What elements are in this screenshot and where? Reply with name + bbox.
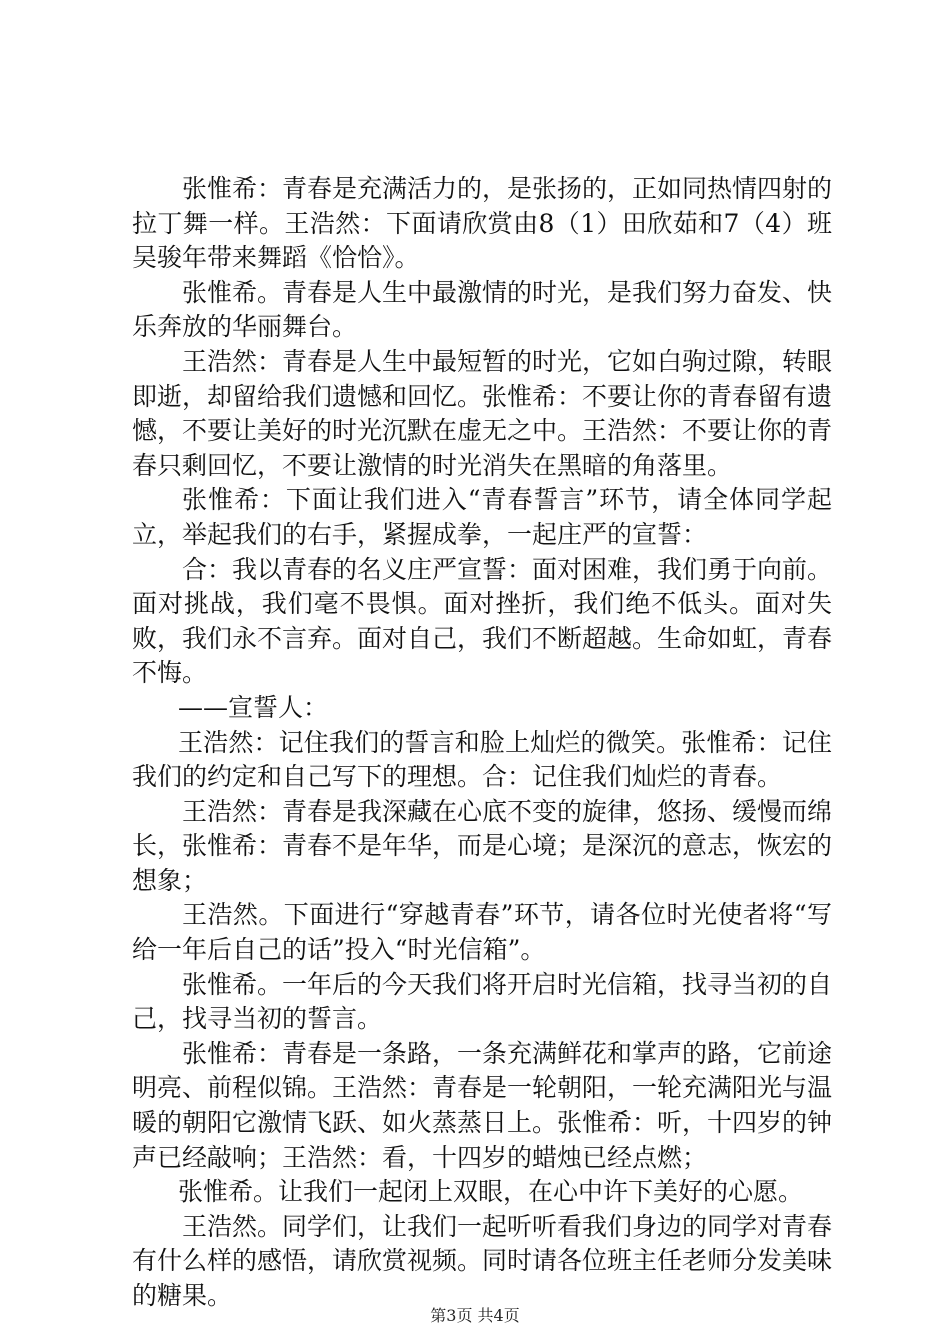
paragraph: 张惟希。青春是人生中最激情的时光，是我们努力奋发、快乐奔放的华丽舞台。 — [132, 277, 833, 342]
document-body — [132, 172, 832, 1314]
paragraph: 王浩然。同学们，让我们一起听听看我们身边的同学对青春有什么样的感悟，请欣赏视频。同时请各位班主任老师分发美味的糖果。 — [132, 1211, 833, 1310]
page-footer: 第3页 共4页 — [430, 1306, 520, 1325]
paragraph: 王浩然：青春是人生中最短暂的时光，它如白驹过隙，转眼即逝，却留给我们遗憾和回忆。张惟希：不要让你的青春留有遗憾，不要让美好的时光沉默在虚无之中。王浩然：不要让你的青春只剩回忆，不要让激情的时光消失在黑暗的角落里。 — [132, 346, 833, 480]
paragraph: 王浩然。下面进行“穿越青春”环节，请各位时光使者将“写给一年后自己的话”投入“时光信箱”。 — [132, 900, 832, 965]
paragraph: 张惟希：青春是一条路，一条充满鲜花和掌声的路，它前途明亮、前程似锦。王浩然：青春是一轮朝阳，一轮充满阳光与温暖的朝阳它激情飞跃、如火蒸蒸日上。张惟希：听，十四岁的钟声已经敲响；王浩然：看，十四岁的蜡烛已经点燃； — [132, 1038, 833, 1172]
paragraph: 王浩然：记住我们的誓言和脸上灿烂的微笑。张惟希：记住我们的约定和自己写下的理想。合：记住我们灿烂的青春。 — [132, 727, 832, 792]
paragraph: 张惟希：青春是充满活力的，是张扬的，正如同热情四射的拉丁舞一样。王浩然：下面请欣赏由8（1）田欣茹和7（4）班吴骏年带来舞蹈《恰恰》。 — [132, 174, 833, 273]
paragraph: 张惟希。让我们一起闭上双眼，在心中许下美好的心愿。 — [178, 1177, 804, 1207]
paragraph: 张惟希：下面让我们进入“青春誓言”环节，请全体同学起立，举起我们的右手，紧握成拳，一起庄严的宣誓： — [132, 485, 832, 549]
paragraph: ——宣誓人： — [178, 692, 329, 722]
paragraph: 合：我以青春的名义庄严宣誓：面对困难，我们勇于向前。面对挑战，我们毫不畏惧。面对挫折，我们绝不低头。面对失败，我们永不言弃。面对自己，我们不断超越。生命如虹，青春不悔。 — [132, 554, 833, 688]
paragraph: 张惟希。一年后的今天我们将开启时光信箱，找寻当初的自己，找寻当初的誓言。 — [132, 969, 833, 1034]
paragraph: 王浩然：青春是我深藏在心底不变的旋律，悠扬、缓慢而绵长，张惟希：青春不是年华，而是心境；是深沉的意志，恢宏的想象； — [132, 796, 833, 895]
